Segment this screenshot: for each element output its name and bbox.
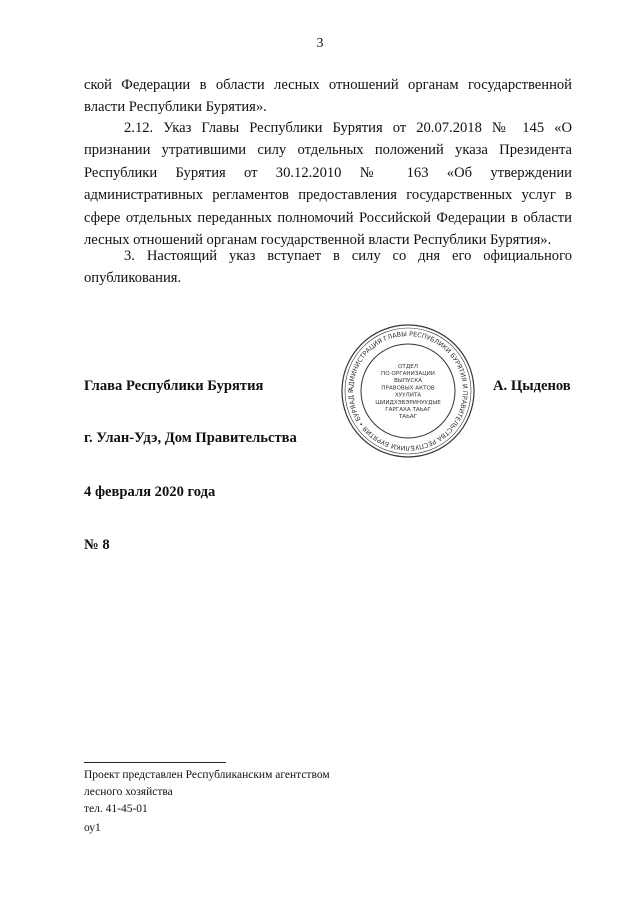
footnote-line-1: Проект представлен Республиканским агентством [84, 769, 330, 781]
seal-center-line: ГАРГАХА ТАЬАГ [385, 407, 431, 413]
date-of-signing: 4 февраля 2020 года [84, 484, 216, 500]
signatory-position: Глава Республики Бурятия [84, 378, 264, 394]
seal-graphic [340, 323, 476, 459]
paragraph-item-3: 3. Настоящий указ вступает в силу со дня его официального опубликования. [84, 248, 572, 287]
seal-center-line: ВЫПУСКА [393, 378, 423, 385]
seal-center-text [375, 364, 441, 420]
seal-center-line: ОТДЕЛ [398, 363, 418, 370]
seal-ring-text: АДМИНИСТРАЦИЯ ГЛАВЫ РЕСПУБЛИКИ БУРЯТИЯ И ПРАВИТЕЛЬСТВА РЕСПУБЛИКИ БУРЯТИЯ • БУРЯАД Р [346, 329, 470, 453]
document-code: оу1 [84, 822, 101, 834]
seal-center-line: ШИИДХЭБЭРИНУУДЫЕ [375, 399, 441, 406]
place-of-signing: г. Улан-Удэ, Дом Правительства [84, 430, 297, 446]
seal-center-line: ПО ОРГАНИЗАЦИИ [381, 371, 435, 377]
seal-center-line: ПРАВОВЫХ АКТОВ [381, 385, 435, 392]
paragraph-item-2-12: 2.12. Указ Главы Республики Бурятия от 20.07.2018 № 145 «О признании утратившими силу отдельных положений указа Президента Республики Бурятия от 30.12.2010 № 163 «Об утверждении административных регламентов предоставления государственных услуг в сфере отдельных переданных полномочий Российской Федерации в области лесных отношений органам государственной власти Республики Бурятия». [84, 120, 572, 249]
official-seal [340, 323, 476, 459]
seal-center-line: ХУУЛИТА [394, 392, 422, 399]
paragraph-continuation: ской Федерации в области лесных отношений органам государственной власти Республики Бурятия». [84, 77, 572, 116]
footnote-line-3: тел. 41-45-01 [84, 803, 148, 815]
footnote-line-2: лесного хозяйства [84, 786, 173, 798]
decree-number: № 8 [84, 537, 110, 553]
footnote [84, 767, 330, 818]
footnote-divider [84, 762, 226, 763]
signatory-name: А. Цыденов [493, 378, 571, 394]
seal-center-line: ТАЬАГ [398, 414, 418, 421]
page-number: 3 [316, 36, 324, 51]
